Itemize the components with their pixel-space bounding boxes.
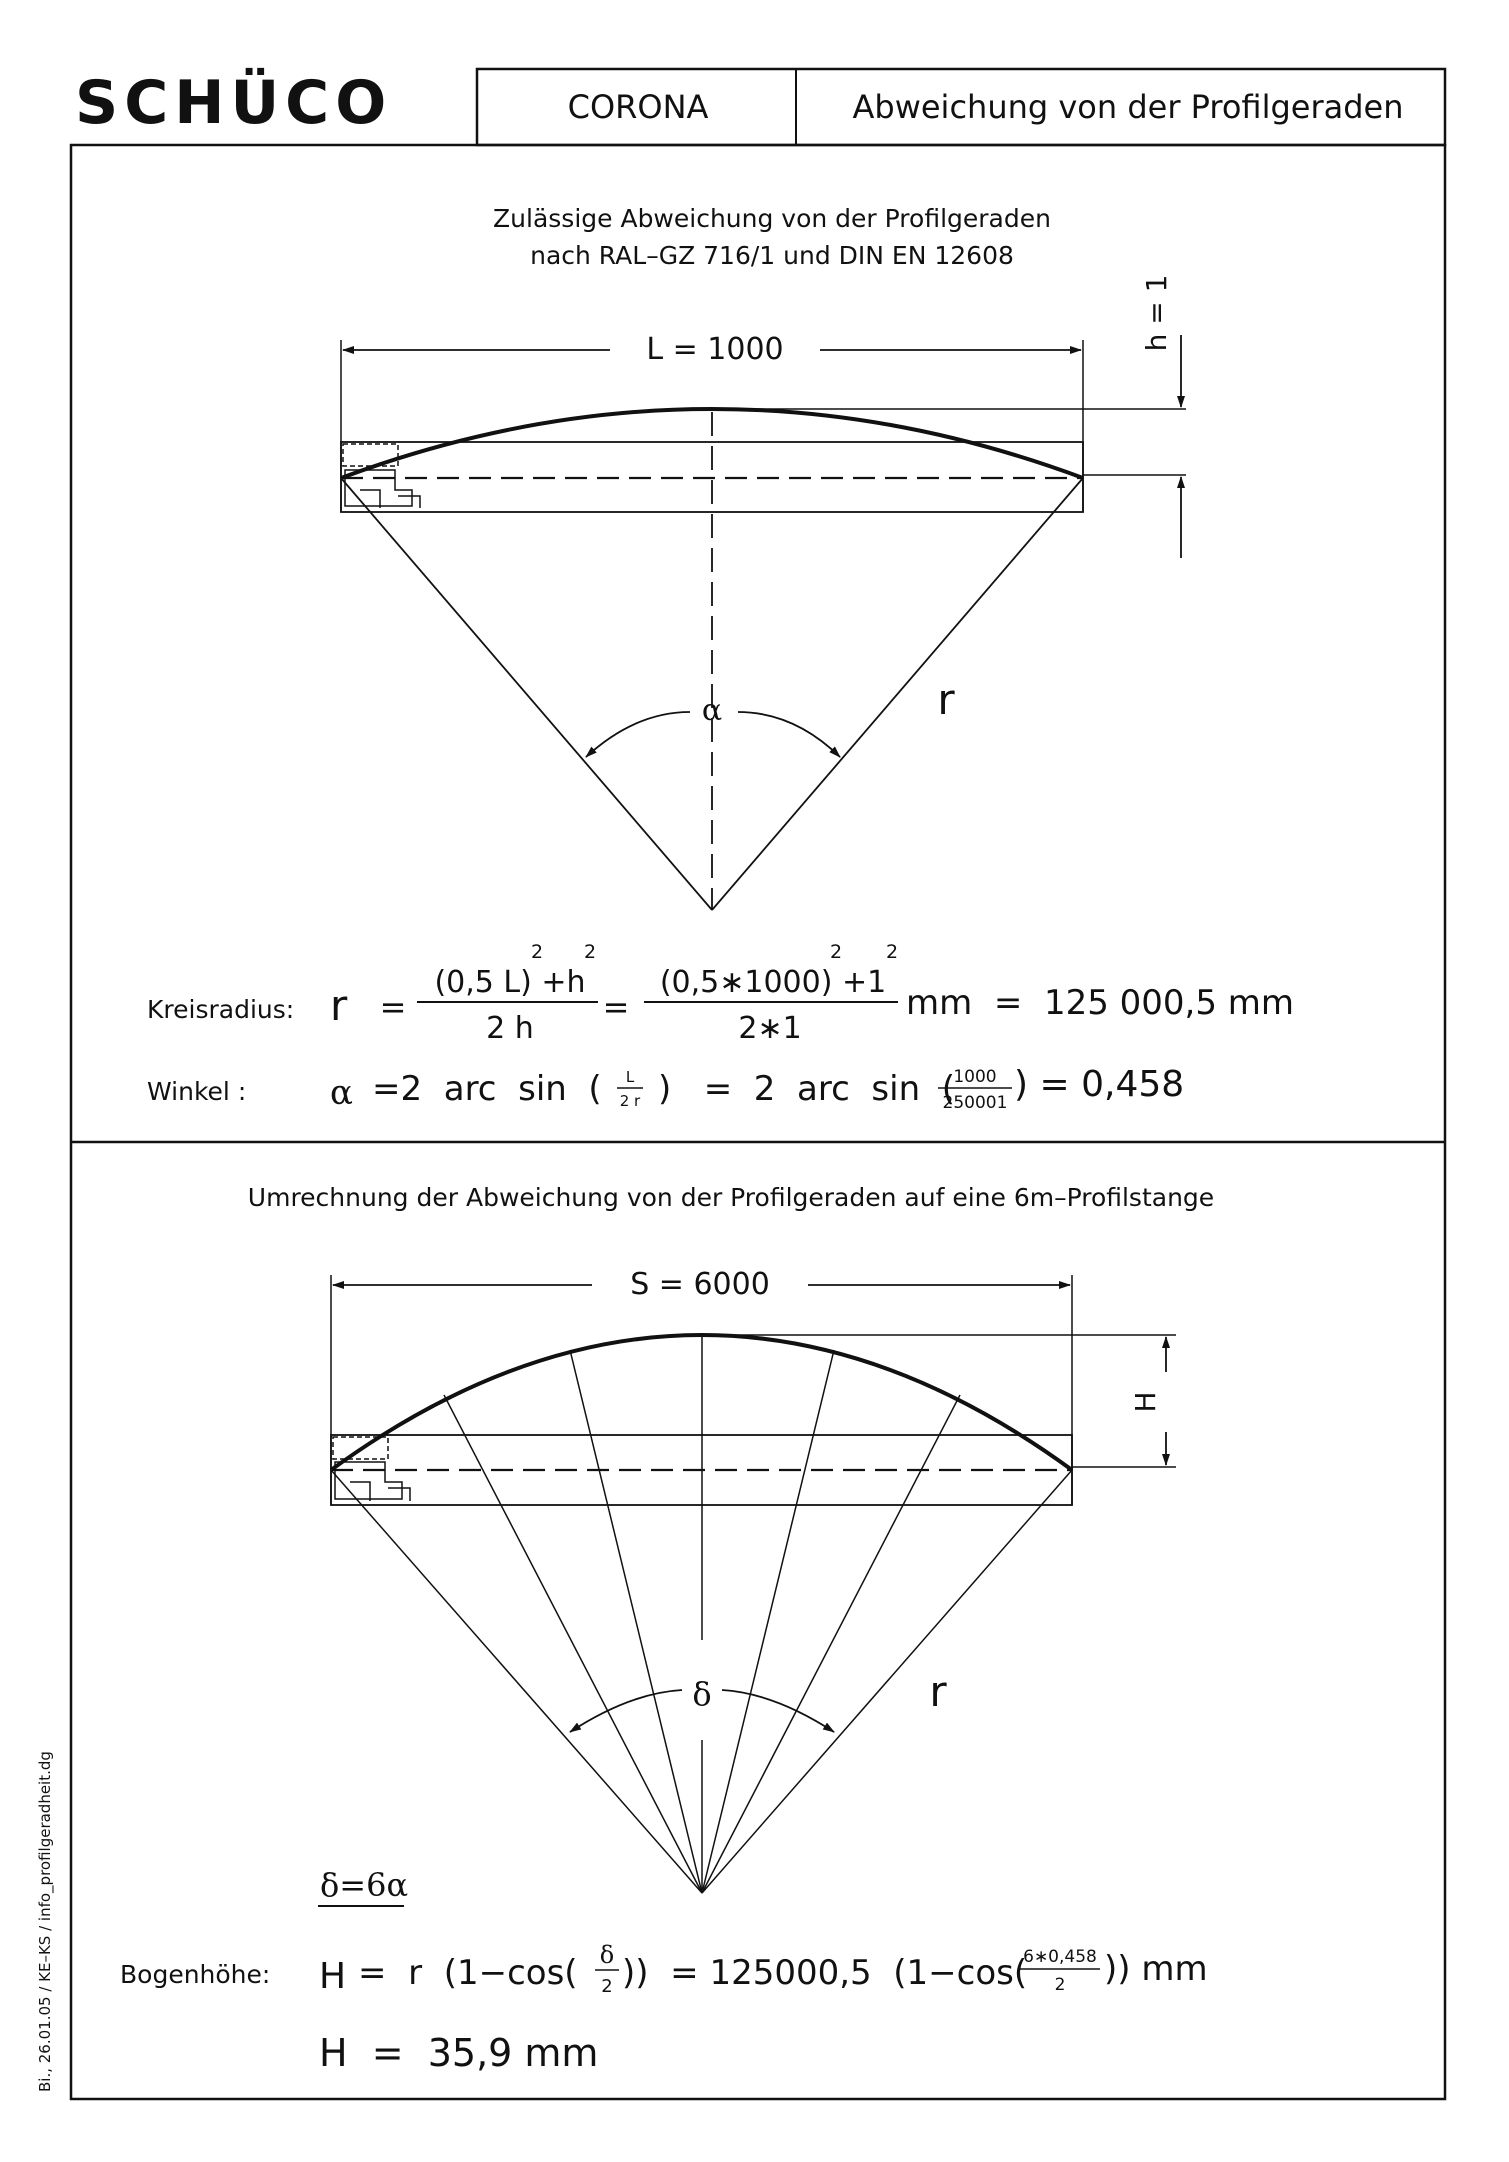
page-title: Abweichung von der Profilgeraden [852, 88, 1404, 126]
main-frame [71, 145, 1445, 2099]
final-result: H = 35,9 mm [319, 2031, 599, 2075]
angle-label-delta: δ [692, 1675, 712, 1713]
winkel-label: Winkel : [147, 1077, 247, 1106]
bogenhoehe-label: Bogenhöhe: [120, 1960, 271, 1989]
dim-label-l: L = 1000 [646, 332, 784, 367]
winkel-result: ) = 0,458 [1014, 1064, 1185, 1105]
bogenhoehe-result: )) mm [1104, 1949, 1208, 1989]
kreisradius-den1: 2 h [486, 1011, 534, 1046]
bogenhoehe-frac2-den: 2 [1054, 1975, 1066, 1995]
winkel-frac1-num: L [625, 1068, 635, 1086]
winkel-frac1-den: 2 r [619, 1092, 641, 1110]
dim-label-H: H [1129, 1391, 1162, 1413]
kreisradius-lhs: r [330, 981, 348, 1030]
radius-label-1: r [937, 675, 955, 724]
side-note: Bi., 26.01.05 / KE–KS / info_profilgeradheit.dg [36, 1751, 54, 2092]
kreisradius-sup2: 2 [583, 941, 597, 963]
bogenhoehe-frac2-num: 6∗0,458 [1023, 1947, 1097, 1967]
dim-label-h: h = 1 [1140, 274, 1173, 352]
schueco-logo: SCHÜCO [75, 68, 393, 138]
winkel-lhs: α [330, 1073, 353, 1113]
winkel-expr1: =2 arc sin ( [372, 1069, 602, 1109]
winkel-expr2: ) = 2 arc sin ( [658, 1069, 956, 1109]
kreisradius-label: Kreisradius: [147, 995, 295, 1024]
kreisradius-sup3: 2 [829, 941, 843, 963]
dim-label-s: S = 6000 [630, 1267, 770, 1302]
kreisradius-num1: (0,5 L) +h [434, 965, 586, 1000]
bogenhoehe-frac1-num: δ [599, 1941, 615, 1969]
kreisradius-eq2: = [602, 988, 630, 1026]
section1-heading-line2: nach RAL–GZ 716/1 und DIN EN 12608 [530, 241, 1014, 270]
section1-heading-line1: Zulässige Abweichung von der Profilgeraden [493, 204, 1051, 233]
winkel-frac2-den: 250001 [942, 1093, 1008, 1113]
diagram-2 [331, 1275, 1176, 1893]
winkel-frac2-num: 1000 [953, 1067, 997, 1087]
kreisradius-num2: (0,5∗1000) +1 [659, 965, 887, 1000]
bogenhoehe-frac1-den: 2 [601, 1976, 613, 1997]
kreisradius-sup4: 2 [885, 941, 899, 963]
kreisradius-den2: 2∗1 [738, 1011, 802, 1046]
kreisradius-eq1: = [379, 988, 407, 1026]
radius-label-2: r [929, 1667, 947, 1716]
angle-label-alpha: α [701, 693, 723, 728]
bogenhoehe-expr2: )) = 125000,5 (1−cos( [622, 1953, 1028, 1993]
diagram-1 [341, 335, 1186, 910]
section2-heading: Umrechnung der Abweichung von der Profilgeraden auf eine 6m–Profilstange [247, 1183, 1215, 1212]
kreisradius-result: mm = 125 000,5 mm [906, 983, 1295, 1023]
product-name: CORONA [567, 88, 709, 126]
bogenhoehe-lhs: H [319, 1956, 347, 1997]
bogenhoehe-expr1: = r (1−cos( [358, 1953, 578, 1993]
kreisradius-sup1: 2 [530, 941, 544, 963]
delta-equation: δ=6α [320, 1866, 409, 1904]
